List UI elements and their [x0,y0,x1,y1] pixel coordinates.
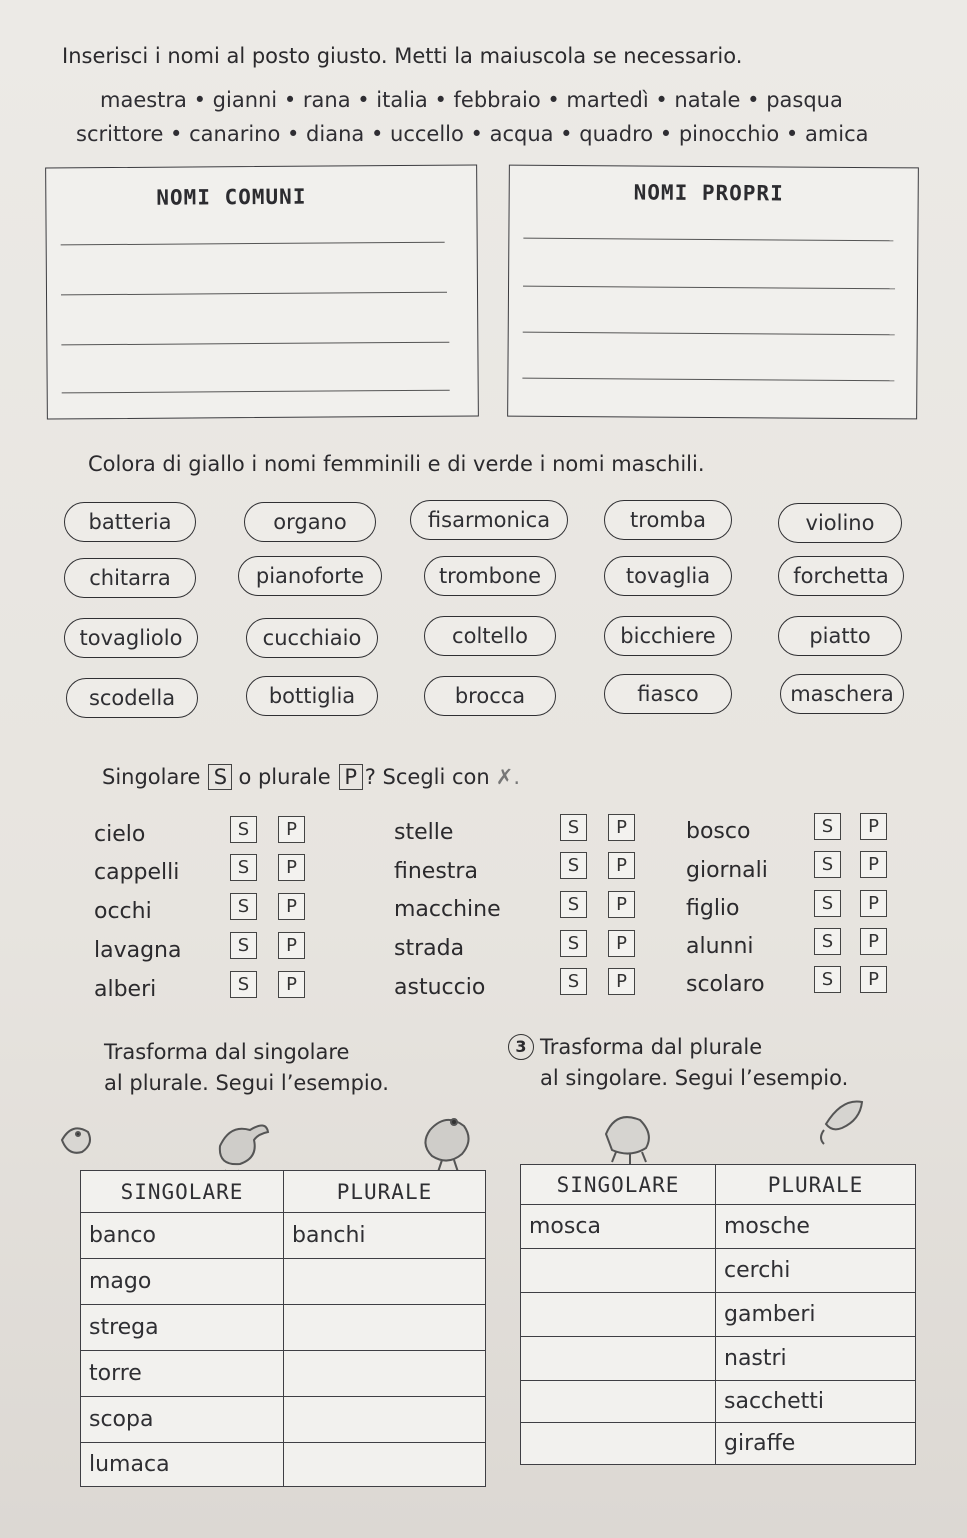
sp-word: bosco [686,819,751,844]
sp-word: stelle [394,820,454,845]
singular-checkbox[interactable]: S [560,814,587,841]
singular-cell: mago [81,1259,284,1305]
header-singular: SINGOLARE [81,1171,284,1213]
exercise1-instruction: Inserisci i nomi al posto giusto. Metti la maiuscola se necessario. [62,44,743,68]
word-pill[interactable]: cucchiaio [246,618,378,658]
word-pill[interactable]: pianoforte [238,556,382,596]
exercise5-title-line2: al singolare. Segui l’esempio. [540,1066,849,1090]
common-nouns-title: NOMI COMUNI [156,184,307,210]
plural-word: o plurale [238,765,331,789]
fledgling-icon [425,1119,468,1172]
sp-word: strada [394,936,465,961]
exercise4-title-line2: al plurale. Segui l’esempio. [104,1071,389,1095]
sp-word: scolaro [686,972,765,997]
answer-line[interactable] [523,332,895,336]
plural-cell: giraffe [716,1423,916,1465]
plural-cell: nastri [716,1337,916,1381]
common-nouns-box [45,164,479,419]
plural-cell: mosche [716,1205,916,1249]
singular-checkbox[interactable]: S [814,966,841,993]
sp-word: figlio [686,896,740,921]
sp-word: occhi [94,899,152,924]
singular-answer-cell[interactable] [521,1337,716,1381]
answer-line[interactable] [61,242,445,246]
header-plural: PLURALE [284,1171,486,1213]
exercise4-title-line1: Trasforma dal singolare [104,1040,350,1064]
singular-answer-cell[interactable] [521,1293,716,1337]
singular-checkbox[interactable]: S [230,854,257,881]
word-pill[interactable]: organo [244,502,376,542]
plural-checkbox[interactable]: P [608,852,635,879]
plural-checkbox[interactable]: P [278,971,305,998]
singular-checkbox[interactable]: S [560,891,587,918]
plural-checkbox[interactable]: P [278,854,305,881]
choose-text: ? Scegli con [364,765,490,789]
exercise3-instruction [102,764,520,790]
shrimp-icon [821,1101,862,1144]
plural-answer-cell[interactable] [284,1259,486,1305]
plural-cell: sacchetti [716,1381,916,1423]
singular-cell: banco [81,1213,284,1259]
answer-line[interactable] [61,292,447,296]
answer-line[interactable] [523,286,895,290]
word-pill[interactable]: forchetta [778,556,904,596]
singular-checkbox[interactable]: S [230,893,257,920]
answer-line[interactable] [62,390,450,394]
word-pill[interactable]: scodella [66,678,198,718]
singular-checkbox[interactable]: S [814,928,841,955]
word-pill[interactable]: tromba [604,500,732,540]
singular-cell: lumaca [81,1443,284,1487]
word-pill[interactable]: bottiglia [246,676,378,716]
plural-cell: banchi [284,1213,486,1259]
sp-word: alunni [686,934,754,959]
singular-checkbox[interactable]: S [814,890,841,917]
sp-word: cappelli [94,860,180,885]
proper-nouns-box [507,165,919,420]
plural-answer-cell[interactable] [284,1397,486,1443]
sp-word: lavagna [94,938,182,963]
singular-word: Singolare [102,765,201,789]
header-plural: PLURALE [716,1165,916,1205]
singular-cell: mosca [521,1205,716,1249]
word-pill[interactable]: coltello [424,616,556,656]
exercise5-title-text: Trasforma dal plurale [540,1035,763,1059]
chick-icon [62,1128,90,1152]
singular-cell: scopa [81,1397,284,1443]
word-pill[interactable]: tovaglia [604,556,732,596]
plural-checkbox[interactable]: P [608,814,635,841]
plural-checkbox[interactable]: P [860,813,887,840]
word-pill[interactable]: batteria [64,502,196,542]
sp-word: giornali [686,858,768,883]
sp-word: finestra [394,859,478,884]
singular-cell: strega [81,1305,284,1351]
singular-cell: torre [81,1351,284,1397]
sp-word: astuccio [394,975,486,1000]
answer-line[interactable] [523,238,893,242]
plural-checkbox[interactable]: P [860,928,887,955]
plural-answer-cell[interactable] [284,1305,486,1351]
word-list-line-1: maestra • gianni • rana • italia • febbraio • martedì • natale • pasqua [100,88,843,112]
plural-cell: gamberi [716,1293,916,1337]
word-pill[interactable]: brocca [424,676,556,716]
sp-word: alberi [94,977,157,1002]
plural-checkbox[interactable]: P [608,891,635,918]
proper-nouns-title: NOMI PROPRI [633,180,784,206]
plural-cell: cerchi [716,1249,916,1293]
word-pill[interactable]: fisarmonica [410,500,568,540]
singular-answer-cell[interactable] [521,1249,716,1293]
header-singular: SINGOLARE [521,1165,716,1205]
word-pill[interactable]: maschera [780,674,904,714]
bird-illustrations [50,1100,490,1180]
fly-icon [606,1117,649,1164]
plural-to-singular-table [520,1164,916,1465]
answer-line[interactable] [522,378,894,382]
singular-checkbox[interactable]: S [230,932,257,959]
word-pill[interactable]: tovagliolo [64,618,198,658]
singular-checkbox[interactable]: S [814,851,841,878]
sp-word: cielo [94,822,146,847]
p-legend-box: P [339,764,363,790]
singular-answer-cell[interactable] [521,1423,716,1465]
singular-checkbox[interactable]: S [560,852,587,879]
singular-checkbox[interactable]: S [560,930,587,957]
exercise-number-badge: 3 [508,1034,534,1060]
answer-line[interactable] [61,342,449,346]
plural-answer-cell[interactable] [284,1351,486,1397]
word-list-line-2: scrittore • canarino • diana • uccello • acqua • quadro • pinocchio • amica [76,122,869,146]
singular-checkbox[interactable]: S [814,813,841,840]
plural-checkbox[interactable]: P [278,816,305,843]
word-pill[interactable]: chitarra [64,558,196,598]
singular-answer-cell[interactable] [521,1381,716,1423]
exercise5-title-line1 [508,1034,762,1060]
singular-checkbox[interactable]: S [560,968,587,995]
plural-checkbox[interactable]: P [278,893,305,920]
word-pill[interactable]: fiasco [604,674,732,714]
singular-to-plural-table [80,1170,486,1487]
plural-checkbox[interactable]: P [860,851,887,878]
word-pill[interactable]: violino [778,503,902,543]
plural-checkbox[interactable]: P [860,890,887,917]
plural-answer-cell[interactable] [284,1443,486,1487]
exercise2-instruction: Colora di giallo i nomi femminili e di verde i nomi maschili. [88,452,705,476]
singular-checkbox[interactable]: S [230,816,257,843]
sp-word: macchine [394,897,501,922]
word-pill[interactable]: trombone [424,556,556,596]
plural-checkbox[interactable]: P [860,966,887,993]
s-legend-box: S [208,764,232,790]
plural-checkbox[interactable]: P [278,932,305,959]
x-mark-icon: ✗. [495,765,520,789]
plural-checkbox[interactable]: P [608,968,635,995]
plural-checkbox[interactable]: P [608,930,635,957]
word-pill[interactable]: bicchiere [604,616,732,656]
insect-illustrations [596,1094,896,1164]
singular-checkbox[interactable]: S [230,971,257,998]
word-pill[interactable]: piatto [778,616,902,656]
